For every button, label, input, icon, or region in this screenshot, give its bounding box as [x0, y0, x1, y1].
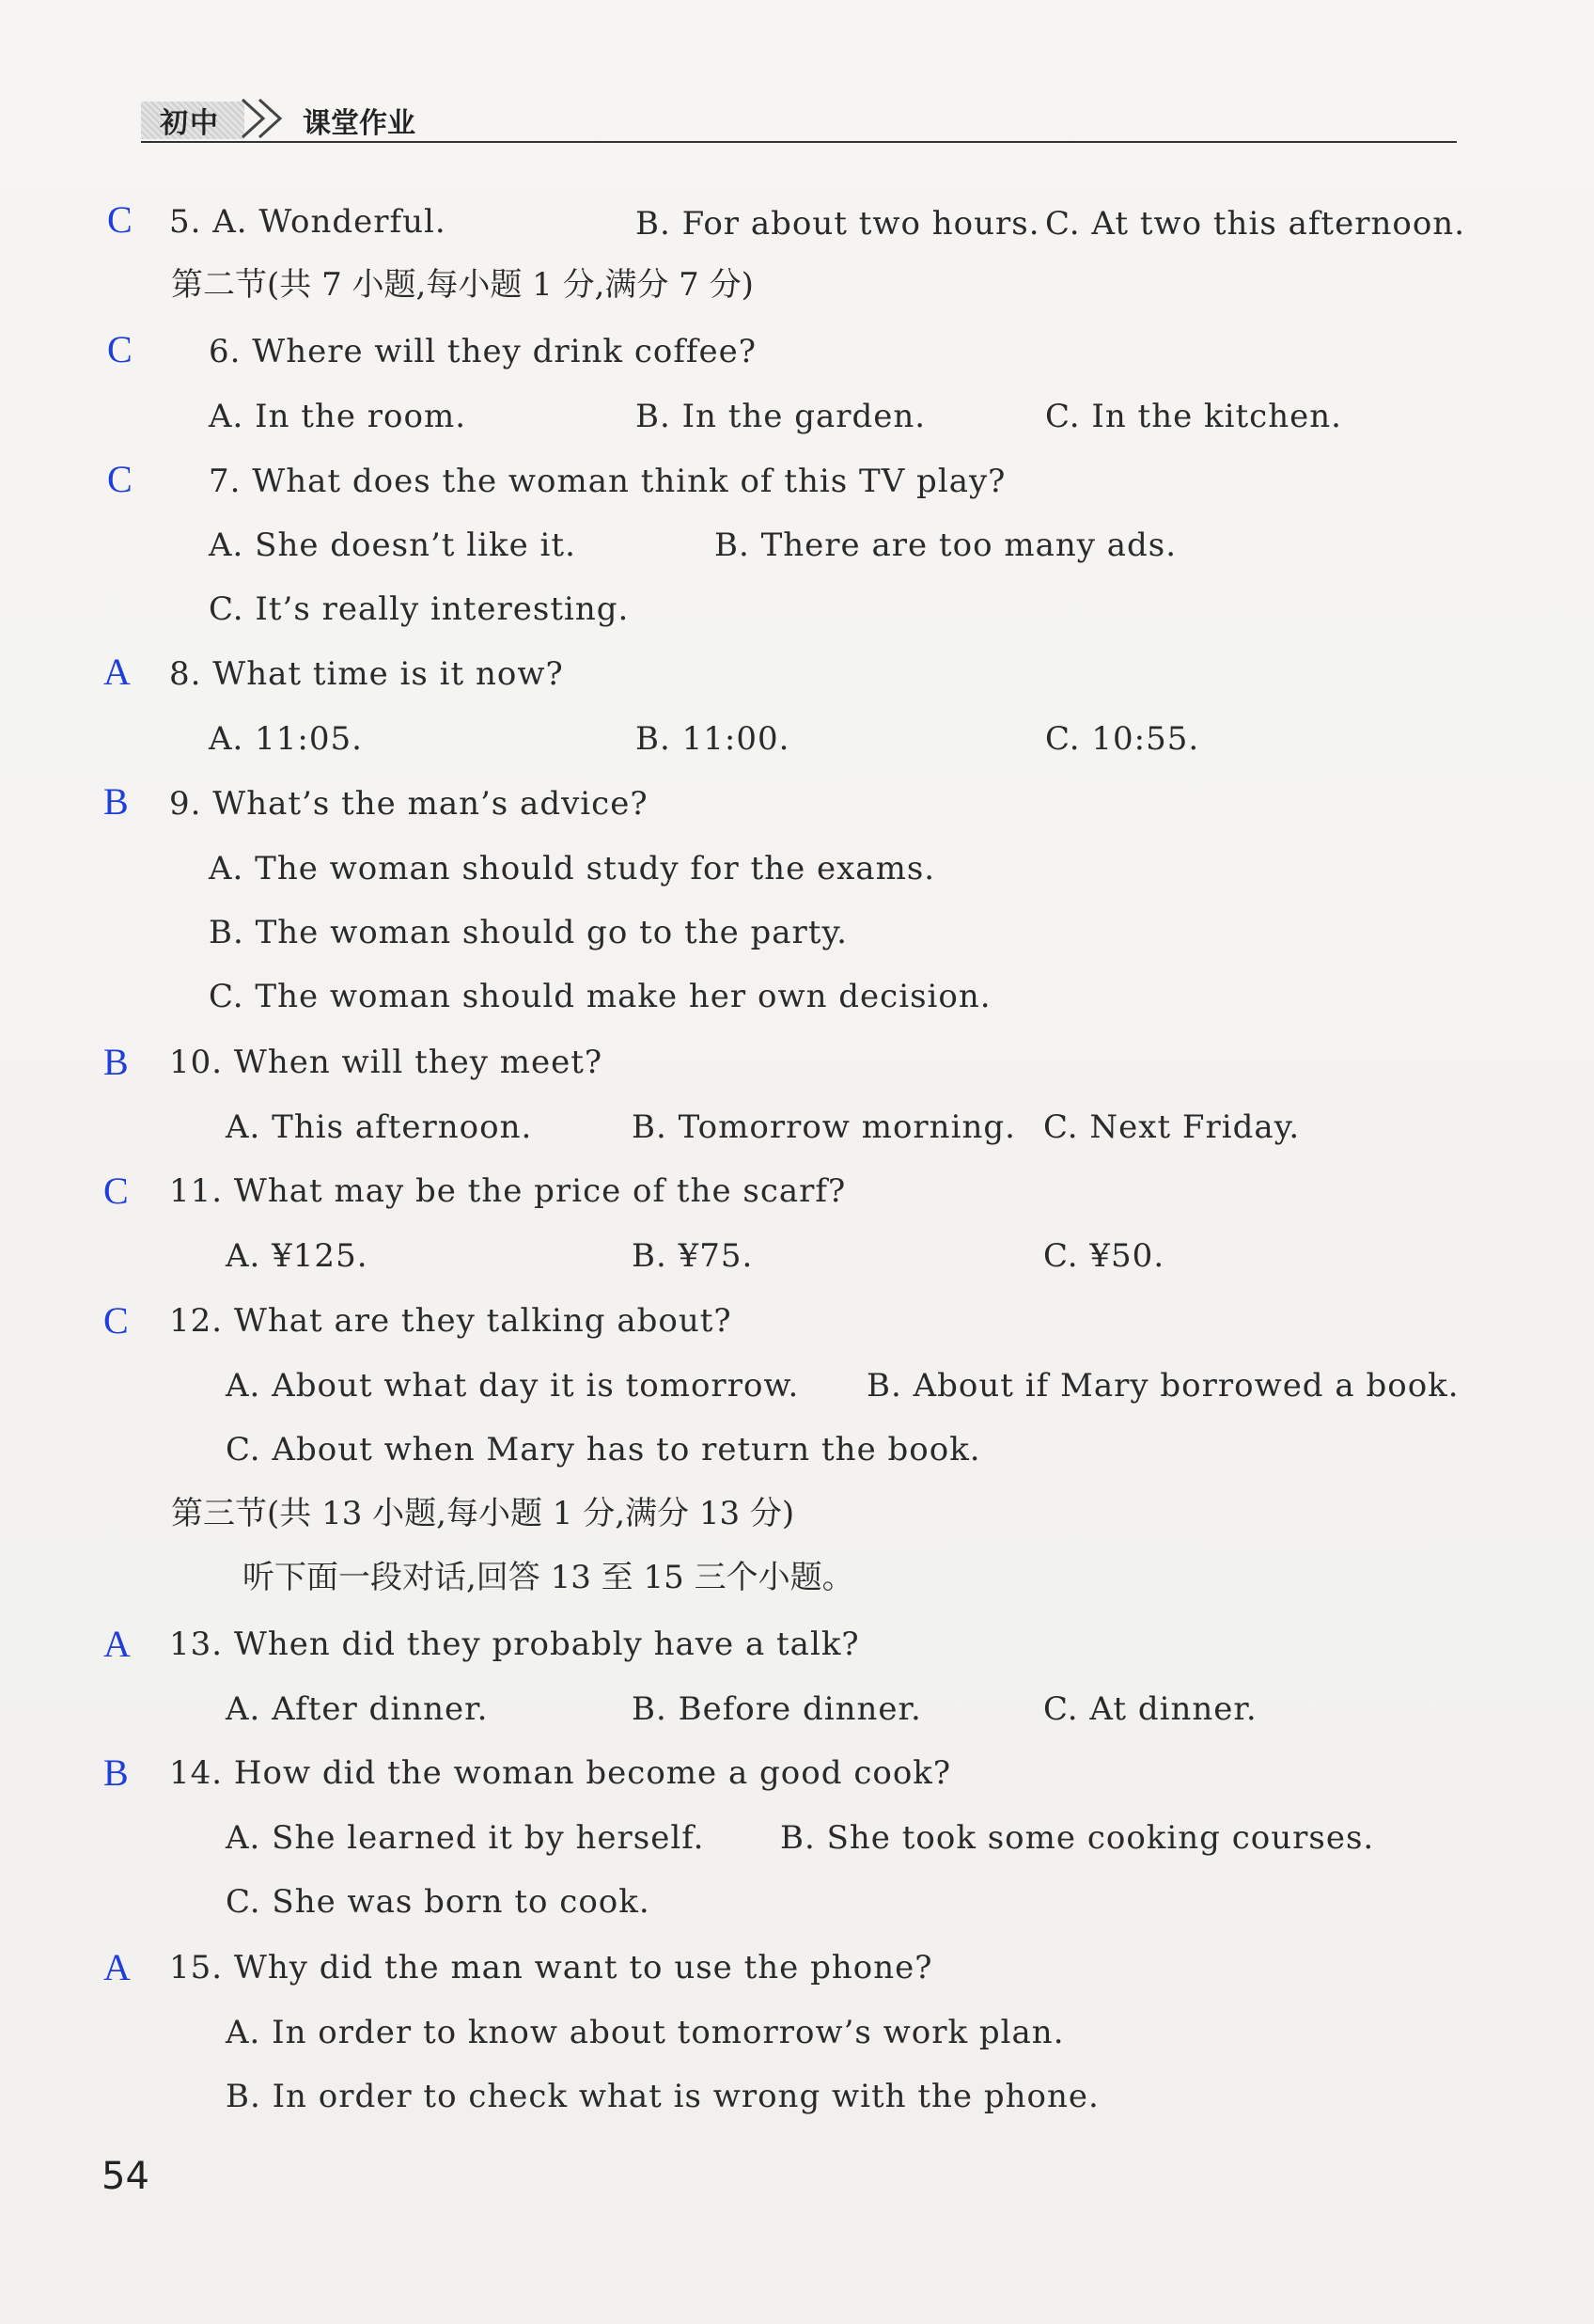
option: B. ¥75. [632, 1237, 754, 1275]
option: A. After dinner. [226, 1690, 489, 1728]
option: C. Next Friday. [1043, 1108, 1301, 1146]
option: C. It’s really interesting. [209, 590, 630, 628]
section-instruction: 听下面一段对话,回答 13 至 15 三个小题。 [242, 1559, 854, 1596]
answer-mark: C [107, 458, 133, 500]
section-heading: 第二节(共 7 小题,每小题 1 分,满分 7 分) [171, 266, 754, 304]
answer-mark: A [103, 1946, 131, 1988]
question-stem: 8. What time is it now? [169, 655, 564, 693]
option: B. There are too many ads. [714, 526, 1178, 564]
page-number: 54 [102, 2155, 149, 2198]
option: B. Before dinner. [632, 1690, 922, 1728]
option: A. She learned it by herself. [226, 1819, 705, 1857]
option: A. 11:05. [209, 720, 363, 758]
question-stem: 9. What’s the man’s advice? [169, 785, 649, 823]
header-rule [141, 141, 1457, 143]
answer-mark: B [103, 1751, 129, 1794]
answer-mark: A [103, 1623, 131, 1665]
option: A. In order to know about tomorrow’s work plan. [226, 2014, 1065, 2051]
question-stem: 11. What may be the price of the scarf? [169, 1172, 847, 1210]
double-chevron-icon [235, 94, 301, 141]
answer-mark: C [107, 198, 133, 241]
page-header [141, 94, 1457, 145]
question-stem: 7. What does the woman think of this TV play? [209, 463, 1007, 500]
question-stem: 14. How did the woman become a good cook? [169, 1754, 952, 1792]
header-level: 初中 [160, 107, 220, 140]
option: C. About when Mary has to return the book. [226, 1431, 981, 1468]
option: B. In order to check what is wrong with the phone. [226, 2078, 1100, 2115]
option: B. Tomorrow morning. [632, 1108, 1016, 1146]
question-stem: 5. A. Wonderful. [169, 203, 446, 241]
option: B. 11:00. [635, 720, 790, 758]
option: A. She doesn’t like it. [209, 526, 576, 564]
option: C. At dinner. [1043, 1690, 1258, 1728]
option: A. The woman should study for the exams. [209, 850, 936, 887]
option: A. This afternoon. [226, 1108, 533, 1146]
option: B. For about two hours. [635, 205, 1040, 243]
answer-mark: B [103, 1041, 129, 1083]
option: B. In the garden. [635, 398, 927, 435]
answer-mark: B [103, 780, 129, 823]
section-heading: 第三节(共 13 小题,每小题 1 分,满分 13 分) [171, 1495, 795, 1532]
question-stem: 13. When did they probably have a talk? [169, 1625, 860, 1663]
option: C. The woman should make her own decision. [209, 978, 992, 1015]
option: A. In the room. [209, 398, 467, 435]
option: C. She was born to cook. [226, 1883, 650, 1921]
option: A. ¥125. [226, 1237, 368, 1275]
option: C. 10:55. [1045, 720, 1200, 758]
header-title: 课堂作业 [303, 107, 415, 140]
answer-mark: C [103, 1299, 129, 1342]
option: C. In the kitchen. [1045, 398, 1342, 435]
question-stem: 6. Where will they drink coffee? [209, 333, 757, 370]
option: A. About what day it is tomorrow. [226, 1367, 800, 1405]
question-stem: 15. Why did the man want to use the phone? [169, 1949, 933, 1986]
option: B. About if Mary borrowed a book. [867, 1367, 1460, 1405]
option: C. ¥50. [1043, 1237, 1165, 1275]
option: B. She took some cooking courses. [780, 1819, 1375, 1857]
question-stem: 12. What are they talking about? [169, 1302, 732, 1340]
answer-mark: C [107, 328, 133, 370]
answer-mark: C [103, 1170, 129, 1212]
question-stem: 10. When will they meet? [169, 1044, 603, 1081]
option: B. The woman should go to the party. [209, 914, 848, 951]
option: C. At two this afternoon. [1045, 205, 1466, 243]
answer-mark: A [103, 651, 131, 693]
